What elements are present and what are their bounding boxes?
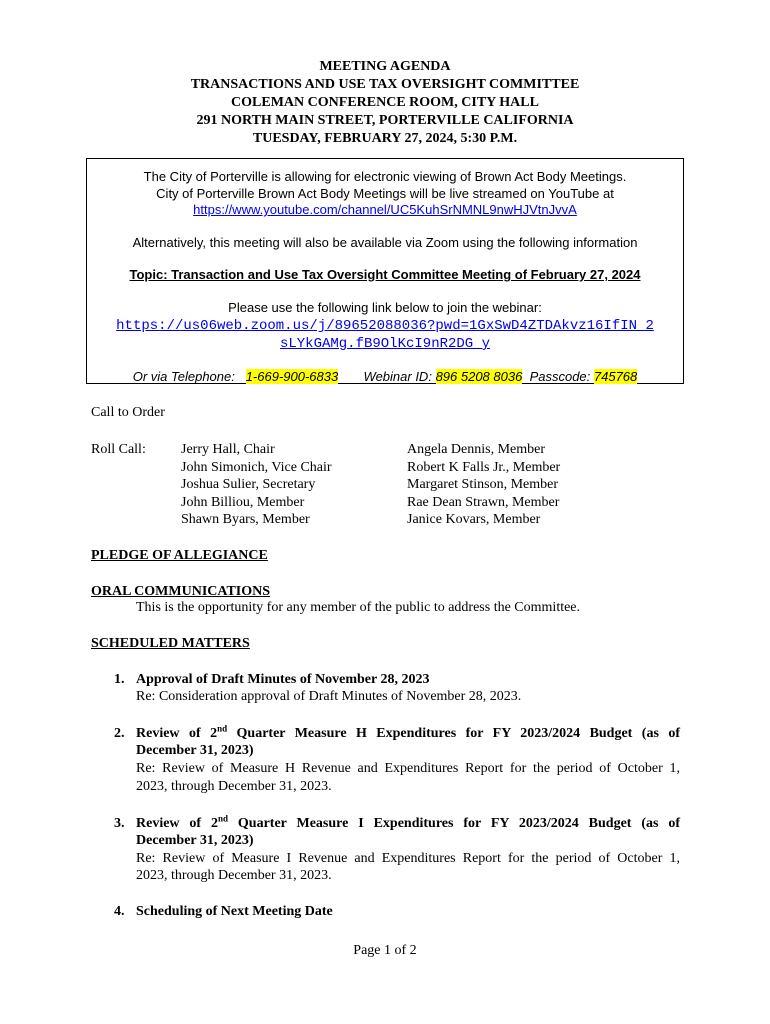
item-3-description-line-2: 2023, through December 31, 2023. [136,868,332,883]
item-3-title-part: Review of 2 [136,816,218,831]
item-3-title-line-2: December 31, 2023) [136,833,254,848]
roll-call-label: Roll Call: [91,442,146,457]
roll-call-member: Margaret Stinson, Member [407,477,558,492]
header-line-3: COLEMAN CONFERENCE ROOM, CITY HALL [231,95,539,110]
item-number: 1. [114,672,125,687]
pledge-heading: PLEDGE OF ALLEGIANCE [91,548,268,563]
item-3-description-line-1: Re: Review of Measure I Revenue and Expenditures Report for the period of October 1, [136,851,680,866]
scheduled-matters-heading: SCHEDULED MATTERS [91,636,250,651]
roll-call-member: Joshua Sulier, Secretary [181,477,316,492]
telephone-line [87,368,683,385]
roll-call-member: Angela Dennis, Member [407,442,546,457]
header-line-5: TUESDAY, FEBRUARY 27, 2024, 5:30 P.M. [252,131,518,146]
meeting-topic: Topic: Transaction and Use Tax Oversight Committee Meeting of February 27, 2024 [129,267,641,282]
item-2-title-line-2: December 31, 2023) [136,743,254,758]
item-number: 2. [114,726,125,741]
agenda-header [0,58,770,148]
webinar-id: 896 5208 8036 [435,369,523,384]
call-to-order: Call to Order [91,405,165,420]
passcode-label: Passcode: [529,369,591,384]
item-4-title: Scheduling of Next Meeting Date [136,904,333,919]
item-number: 4. [114,904,125,919]
roll-call-member: Robert K Falls Jr., Member [407,460,561,475]
item-3-title-part: Quarter Measure I Expenditures for FY 2023/2024 Budget (as of [228,816,680,831]
roll-call-member: Janice Kovars, Member [407,512,541,527]
notice-line-2: City of Porterville Brown Act Body Meetings will be live streamed on YouTube at [156,186,614,201]
page-number: Page 1 of 2 [353,943,417,958]
roll-call-member: John Billiou, Member [181,495,305,510]
ordinal-suffix: nd [217,723,228,734]
header-line-2: TRANSACTIONS AND USE TAX OVERSIGHT COMMITTEE [190,77,580,92]
webinar-id-label: Webinar ID: [363,369,432,384]
telephone-number: 1-669-900-6833 [245,369,339,384]
header-line-4: 291 NORTH MAIN STREET, PORTERVILLE CALIFORNIA [196,113,574,128]
zoom-availability-line: Alternatively, this meeting will also be available via Zoom using the following information [132,235,638,250]
roll-call-member: Jerry Hall, Chair [181,442,275,457]
item-1-title: Approval of Draft Minutes of November 28, 2023 [136,672,430,687]
zoom-link-part-1[interactable]: https://us06web.zoom.us/j/89652088036?pwd=1GxSwD4ZTDAkvz16IfIN 2 [116,318,654,334]
oral-communications-text: This is the opportunity for any member of the public to address the Committee. [136,600,581,615]
roll-call-member: John Simonich, Vice Chair [181,460,332,475]
item-2-title-line-1 [136,725,680,743]
item-number: 3. [114,816,125,831]
webinar-intro: Please use the following link below to join the webinar: [228,300,542,315]
header-line-1: MEETING AGENDA [319,59,451,74]
item-1-description: Re: Consideration approval of Draft Minutes of November 28, 2023. [136,689,522,704]
item-3-title-line-1 [136,815,680,833]
item-2-description-line-2: 2023, through December 31, 2023. [136,779,332,794]
roll-call-member: Rae Dean Strawn, Member [407,495,560,510]
zoom-link-part-2[interactable]: sLYkGAMg.fB9OlKcI9nR2DG_y [279,336,491,352]
notice-line-1: The City of Porterville is allowing for electronic viewing of Brown Act Body Meetings. [143,169,627,184]
item-2-description-line-1: Re: Review of Measure H Revenue and Expenditures Report for the period of October 1, [136,761,680,776]
electronic-viewing-notice [86,158,684,384]
telephone-label: Or via Telephone: [132,369,235,384]
roll-call-member: Shawn Byars, Member [181,512,310,527]
youtube-link[interactable]: https://www.youtube.com/channel/UC5KuhSrNMNL9nwHJVtnJvvA [193,202,577,217]
oral-communications-heading: ORAL COMMUNICATIONS [91,584,271,599]
ordinal-suffix: nd [217,813,228,824]
passcode: 745768 [593,369,638,384]
item-2-title-part: Review of 2 [136,726,218,741]
item-2-title-part: Quarter Measure H Expenditures for FY 2023/2024 Budget (as of [227,726,680,741]
